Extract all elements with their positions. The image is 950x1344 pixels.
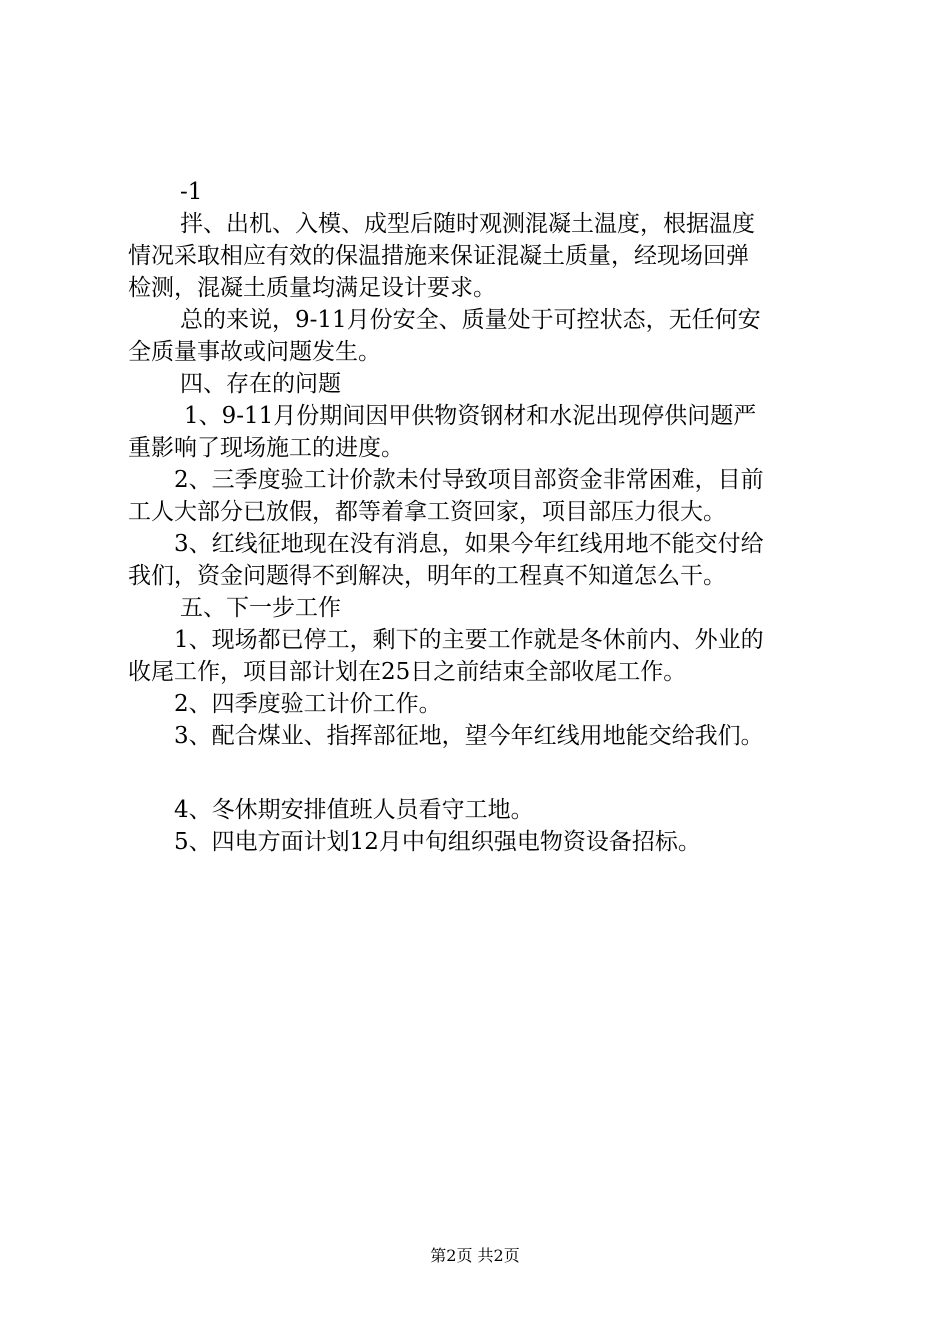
list-item: 2、四季度验工计价工作。 — [174, 691, 442, 717]
list-item-continuation: 我们，资金问题得不到解决，明年的工程真不知道怎么干。 — [128, 563, 726, 589]
list-item: 3、配合煤业、指挥部征地，望今年红线用地能交给我们。 — [174, 723, 764, 749]
paragraph-line: 全质量事故或问题发生。 — [128, 339, 381, 365]
section-heading-next-steps: 五、下一步工作 — [180, 595, 341, 621]
list-item-continuation: 重影响了现场施工的进度。 — [128, 435, 404, 461]
list-item: 3、红线征地现在没有消息，如果今年红线用地不能交付给 — [174, 531, 764, 557]
list-item: 1、9-11月份期间因甲供物资钢材和水泥出现停供问题严 — [184, 403, 757, 429]
list-item: 1、现场都已停工，剩下的主要工作就是冬休前内、外业的 — [174, 627, 764, 653]
page-marker: -1 — [180, 179, 203, 205]
list-item-continuation: 工人大部分已放假，都等着拿工资回家，项目部压力很大。 — [128, 499, 726, 525]
list-item: 4、冬休期安排值班人员看守工地。 — [174, 797, 534, 823]
paragraph-line: 总的来说，9-11月份安全、质量处于可控状态，无任何安 — [180, 307, 761, 333]
list-item: 5、四电方面计划12月中旬组织强电物资设备招标。 — [174, 829, 701, 855]
paragraph-line: 拌、出机、入模、成型后随时观测混凝土温度，根据温度 — [180, 211, 755, 237]
section-heading-problems: 四、存在的问题 — [180, 371, 341, 397]
list-item: 2、三季度验工计价款未付导致项目部资金非常困难，目前 — [174, 467, 764, 493]
list-item-continuation: 收尾工作，项目部计划在25日之前结束全部收尾工作。 — [128, 659, 687, 685]
paragraph-line: 检测，混凝土质量均满足设计要求。 — [128, 275, 496, 301]
page-footer: 第2页 共2页 — [430, 1246, 520, 1265]
paragraph-gap — [128, 752, 833, 794]
paragraph-line: 情况采取相应有效的保温措施来保证混凝土质量，经现场回弹 — [128, 243, 749, 269]
document-body — [128, 176, 833, 858]
